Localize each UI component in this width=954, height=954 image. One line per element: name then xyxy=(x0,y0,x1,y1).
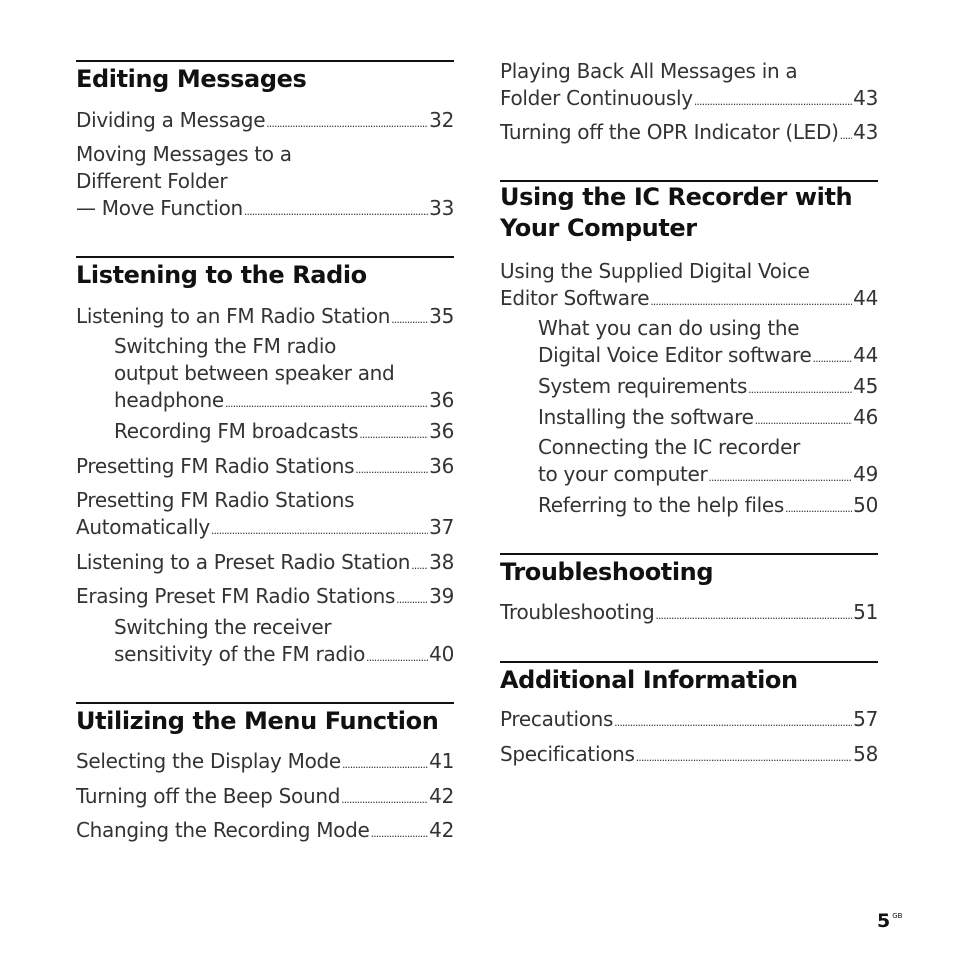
dot-leader xyxy=(755,407,852,434)
entry-page-number: 33 xyxy=(429,196,454,220)
toc-subentry[interactable] xyxy=(538,492,878,522)
page-number xyxy=(877,910,902,932)
entry-text: — Move Function xyxy=(76,196,243,220)
entry-page-number: 37 xyxy=(429,515,454,539)
entry-text: Using the Supplied Digital Voice xyxy=(500,259,810,283)
entry-page-number: 38 xyxy=(429,550,454,574)
entry-text: Precautions xyxy=(500,707,614,731)
entry-text: Troubleshooting xyxy=(500,600,655,624)
dot-leader xyxy=(655,602,852,629)
heading-line: Using the IC Recorder with xyxy=(500,183,853,211)
toc-entry[interactable] xyxy=(500,741,878,771)
entry-text: Listening to an FM Radio Station xyxy=(76,304,391,328)
entry-text: System requirements xyxy=(538,374,748,398)
entry-text: Moving Messages to a xyxy=(76,142,292,166)
section-heading: Troubleshooting xyxy=(500,558,714,586)
toc-entry[interactable] xyxy=(500,119,878,149)
toc-subentry[interactable] xyxy=(114,418,454,448)
page-number-value: 5 xyxy=(877,910,891,932)
entry-page-number: 46 xyxy=(853,405,878,429)
entry-page-number: 36 xyxy=(429,388,454,412)
dot-leader xyxy=(225,390,428,417)
toc-subentry[interactable] xyxy=(538,434,878,491)
dot-leader xyxy=(359,421,428,448)
entry-text: Specifications xyxy=(500,742,635,766)
toc-entry[interactable] xyxy=(76,549,454,579)
entry-page-number: 39 xyxy=(429,584,454,608)
toc-entry[interactable] xyxy=(76,303,454,333)
toc-subentry[interactable] xyxy=(538,373,878,403)
entry-page-number: 58 xyxy=(853,742,878,766)
dot-leader xyxy=(371,820,429,847)
entry-text: Folder Continuously xyxy=(500,86,693,110)
entry-page-number: 45 xyxy=(853,374,878,398)
entry-page-number: 36 xyxy=(429,454,454,478)
entry-page-number: 43 xyxy=(853,120,878,144)
entry-text: Changing the Recording Mode xyxy=(76,818,370,842)
entry-page-number: 42 xyxy=(429,818,454,842)
dot-leader xyxy=(341,786,428,813)
entry-page-number: 49 xyxy=(853,462,878,486)
entry-page-number: 44 xyxy=(853,343,878,367)
dot-leader xyxy=(650,288,852,315)
entry-text: Automatically xyxy=(76,515,210,539)
entry-text: output between speaker and xyxy=(114,361,395,385)
entry-text: Turning off the Beep Sound xyxy=(76,784,341,808)
toc-entry[interactable] xyxy=(500,58,878,115)
entry-text: Different Folder xyxy=(76,169,228,193)
entry-text: Recording FM broadcasts xyxy=(114,419,359,443)
entry-text: Turning off the OPR Indicator (LED) xyxy=(500,120,839,144)
dot-leader xyxy=(614,709,852,736)
toc-subentry[interactable] xyxy=(114,614,454,671)
entry-page-number: 51 xyxy=(853,600,878,624)
section-heading: Listening to the Radio xyxy=(76,261,367,289)
dot-leader xyxy=(342,751,428,778)
entry-page-number: 42 xyxy=(429,784,454,808)
toc-subentry[interactable] xyxy=(114,333,454,417)
entry-text: Switching the receiver xyxy=(114,615,332,639)
toc-subentry[interactable] xyxy=(538,404,878,434)
dot-leader xyxy=(211,517,428,544)
toc-entry[interactable] xyxy=(76,783,454,813)
toc-entry[interactable] xyxy=(76,487,454,544)
section-heading: Additional Information xyxy=(500,666,798,694)
toc-entry[interactable] xyxy=(500,706,878,736)
dot-leader xyxy=(694,88,852,115)
entry-page-number: 43 xyxy=(853,86,878,110)
toc-subentry[interactable] xyxy=(538,315,878,372)
entry-text: Presetting FM Radio Stations xyxy=(76,488,355,512)
entry-text: Listening to a Preset Radio Station xyxy=(76,550,411,574)
region-code: GB xyxy=(892,912,903,920)
entry-text: Selecting the Display Mode xyxy=(76,749,341,773)
dot-leader xyxy=(840,122,853,149)
entry-text: sensitivity of the FM radio xyxy=(114,642,366,666)
dot-leader xyxy=(396,586,428,613)
entry-text: Playing Back All Messages in a xyxy=(500,59,798,83)
entry-text: Editor Software xyxy=(500,286,650,310)
dot-leader xyxy=(391,306,428,333)
entry-text: Presetting FM Radio Stations xyxy=(76,454,355,478)
section-heading: Utilizing the Menu Function xyxy=(76,707,439,735)
dot-leader xyxy=(355,456,428,483)
entry-text: Erasing Preset FM Radio Stations xyxy=(76,584,396,608)
entry-text: Referring to the help files xyxy=(538,493,785,517)
entry-text: What you can do using the xyxy=(538,316,800,340)
toc-entry[interactable] xyxy=(76,453,454,483)
entry-text: Digital Voice Editor software xyxy=(538,343,812,367)
heading-line: Your Computer xyxy=(500,214,697,242)
section-heading xyxy=(500,182,878,244)
entry-text: Switching the FM radio xyxy=(114,334,337,358)
dot-leader xyxy=(411,552,428,579)
entry-text: Installing the software xyxy=(538,405,754,429)
entry-page-number: 41 xyxy=(429,749,454,773)
dot-leader xyxy=(366,644,428,671)
entry-page-number: 36 xyxy=(429,419,454,443)
entry-page-number: 32 xyxy=(429,108,454,132)
toc-entry[interactable] xyxy=(76,748,454,778)
entry-text: Connecting the IC recorder xyxy=(538,435,800,459)
dot-leader xyxy=(748,376,852,403)
toc-entry[interactable] xyxy=(76,817,454,847)
entry-page-number: 44 xyxy=(853,286,878,310)
toc-entry[interactable] xyxy=(76,583,454,613)
dot-leader xyxy=(244,198,428,225)
toc-entry[interactable] xyxy=(76,107,454,137)
entry-page-number: 40 xyxy=(429,642,454,666)
entry-text: headphone xyxy=(114,388,224,412)
toc-entry[interactable] xyxy=(500,599,878,629)
dot-leader xyxy=(708,464,852,491)
dot-leader xyxy=(636,744,853,771)
entry-text: to your computer xyxy=(538,462,708,486)
entry-text: Dividing a Message xyxy=(76,108,266,132)
entry-page-number: 57 xyxy=(853,707,878,731)
dot-leader xyxy=(785,495,852,522)
dot-leader xyxy=(813,345,853,372)
entry-page-number: 50 xyxy=(853,493,878,517)
section-heading: Editing Messages xyxy=(76,65,307,93)
toc-entry[interactable] xyxy=(500,258,878,315)
dot-leader xyxy=(266,110,428,137)
toc-entry[interactable] xyxy=(76,141,454,225)
entry-page-number: 35 xyxy=(429,304,454,328)
